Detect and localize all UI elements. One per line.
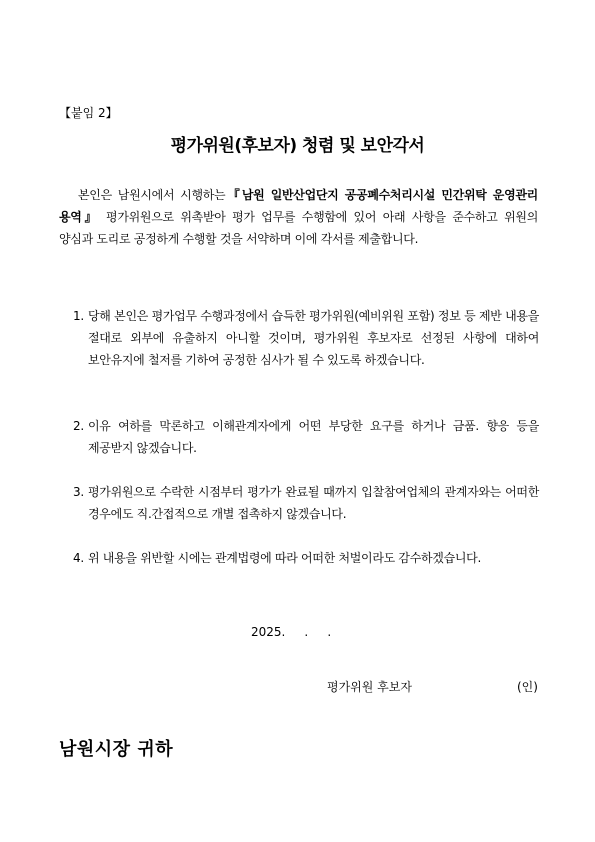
pledge-number: 2. [73,419,84,433]
pledge-text: 위 내용을 위반할 시에는 관계법령에 따라 어떠한 처벌이라도 감수하겠습니다. [88,551,481,565]
pledge-text: 당해 본인은 평가업무 수행과정에서 습득한 평가위원(예비위원 포함) 정보 등 제반 내용을 절대로 외부에 유출하지 아니할 것이며, 평가위원 후보자로 선정된 사항에 대하여 보안유지에 철저를 기하여 공정한 심사가 될 수 있도록 하겠습니다. [88,309,539,367]
addressee: 남원시장 귀하 [59,739,174,760]
document-title: 평가위원(후보자) 청렴 및 보안각서 [170,136,425,156]
project-name: 『남원 일반산업단지 공공폐수처리시설 민간위탁 운영관리 용역』 [59,188,538,224]
signature-label: 평가위원 후보자 [327,680,412,694]
pledge-number: 3. [73,485,84,499]
intro-paragraph [59,184,538,250]
date-line: 2025. . . [251,625,332,639]
pledge-number: 4. [73,551,84,565]
seal-mark: (인) [517,680,538,694]
intro-prefix: 본인은 남원시에서 시행하는 [78,188,226,202]
pledge-item-3 [73,481,539,525]
intro-suffix: 평가위원으로 위촉받아 평가 업무를 수행함에 있어 아래 사항을 준수하고 위원의 양심과 도리로 공정하게 수행할 것을 서약하며 이에 각서를 제출합니다. [59,210,538,246]
pledge-item-1 [73,305,539,371]
attachment-label: 【붙임 2】 [59,106,118,120]
pledge-text: 평가위원으로 수락한 시점부터 평가가 완료될 때까지 입찰참여업체의 관계자와는 어떠한 경우에도 직.간접적으로 개별 접촉하지 않겠습니다. [88,485,539,521]
pledge-text: 이유 여하를 막론하고 이해관계자에게 어떤 부당한 요구를 하거나 금품. 향응 등을 제공받지 않겠습니다. [88,419,539,455]
pledge-item-2 [73,415,539,459]
pledge-item-4 [73,547,539,569]
pledge-number: 1. [73,309,84,323]
